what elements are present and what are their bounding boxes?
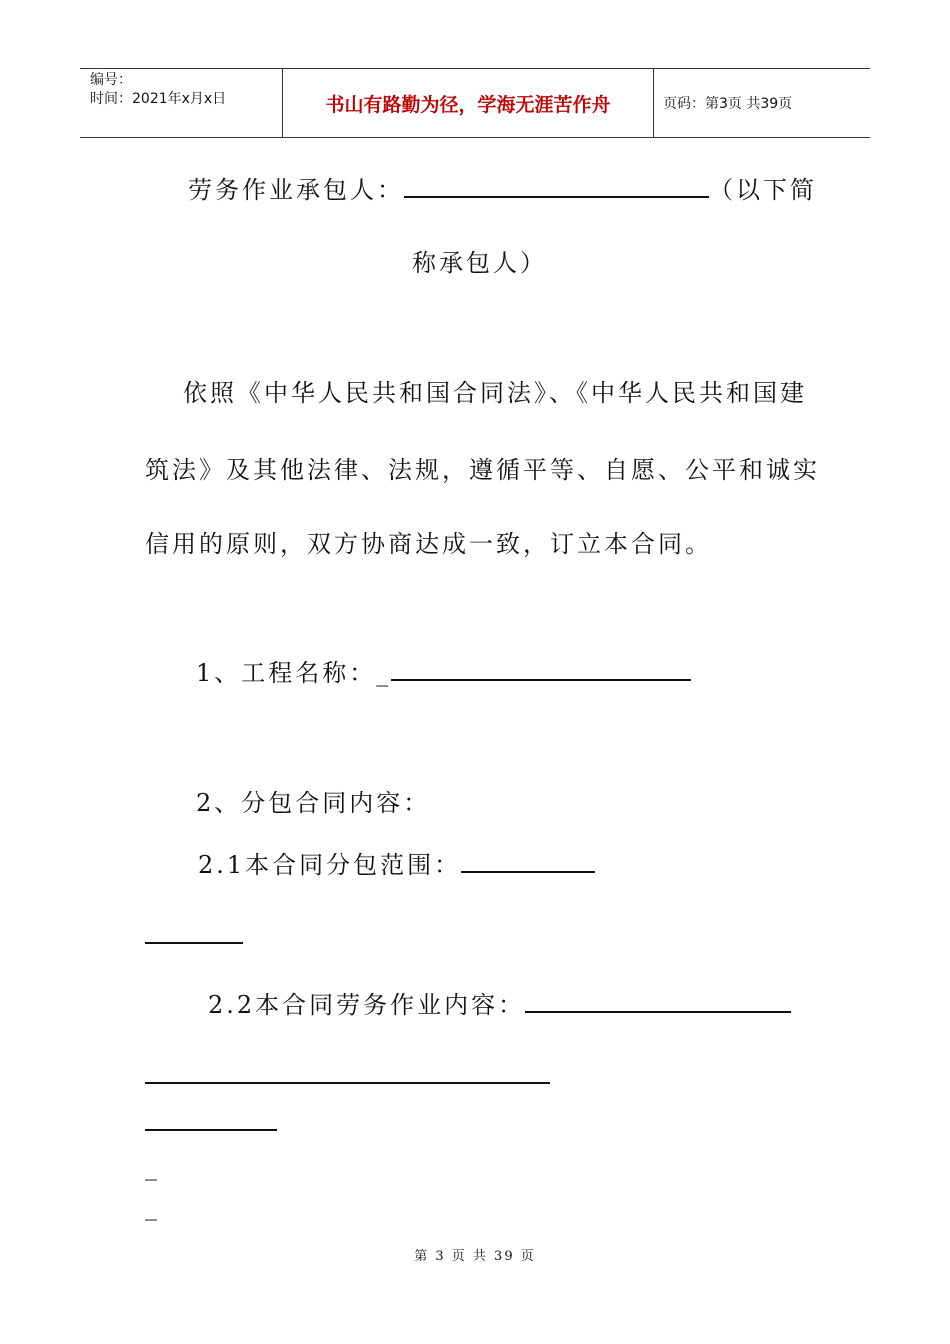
contractor-line <box>188 170 817 205</box>
header-motto: 书山有路勤为径，学海无涯苦作舟 <box>282 69 654 137</box>
labor-rule-2 <box>145 1129 277 1131</box>
header-page-info: 页码：第3页 共39页 <box>663 96 793 112</box>
contractor-blank <box>404 176 709 198</box>
document-time-label: 时间：2021年x月x日 <box>90 91 227 107</box>
document-number-label: 编号： <box>90 72 132 88</box>
subcontract-scope-label: 2.1本合同分包范围： <box>198 851 462 879</box>
subcontract-scope-blank <box>461 851 595 873</box>
paragraph-line-2: 筑法》及其他法律、法规，遵循平等、自愿、公平和诚实 <box>145 456 820 484</box>
labor-content-label: 2.2本合同劳务作业内容： <box>208 991 526 1019</box>
item-subcontract-content: 2、分包合同内容： <box>196 789 431 817</box>
scope-continuation-rule <box>145 942 243 944</box>
contractor-suffix: （以下简 <box>709 176 817 204</box>
paragraph-line-3: 信用的原则，双方协商达成一致，订立本合同。 <box>145 530 712 558</box>
header-meta <box>80 69 282 139</box>
page-header <box>80 68 870 138</box>
contractor-suffix-line: 称承包人） <box>412 249 547 277</box>
labor-rule-1 <box>145 1082 550 1084</box>
item-project-name-label: 1、工程名称：_ <box>196 659 392 687</box>
labor-content-blank <box>525 991 791 1013</box>
paragraph-line-1: 依照《中华人民共和国合同法》、《中华人民共和国建 <box>183 379 807 407</box>
page-footer: 第 3 页 共 39 页 <box>414 1249 536 1264</box>
item-subcontract-scope <box>198 845 595 880</box>
item-labor-content <box>208 985 791 1020</box>
project-name-blank <box>391 659 691 681</box>
dash-line-2: _ <box>145 1193 160 1221</box>
item-project-name <box>196 653 691 688</box>
contractor-label: 劳务作业承包人： <box>188 176 404 204</box>
dash-line-1: _ <box>145 1153 160 1181</box>
